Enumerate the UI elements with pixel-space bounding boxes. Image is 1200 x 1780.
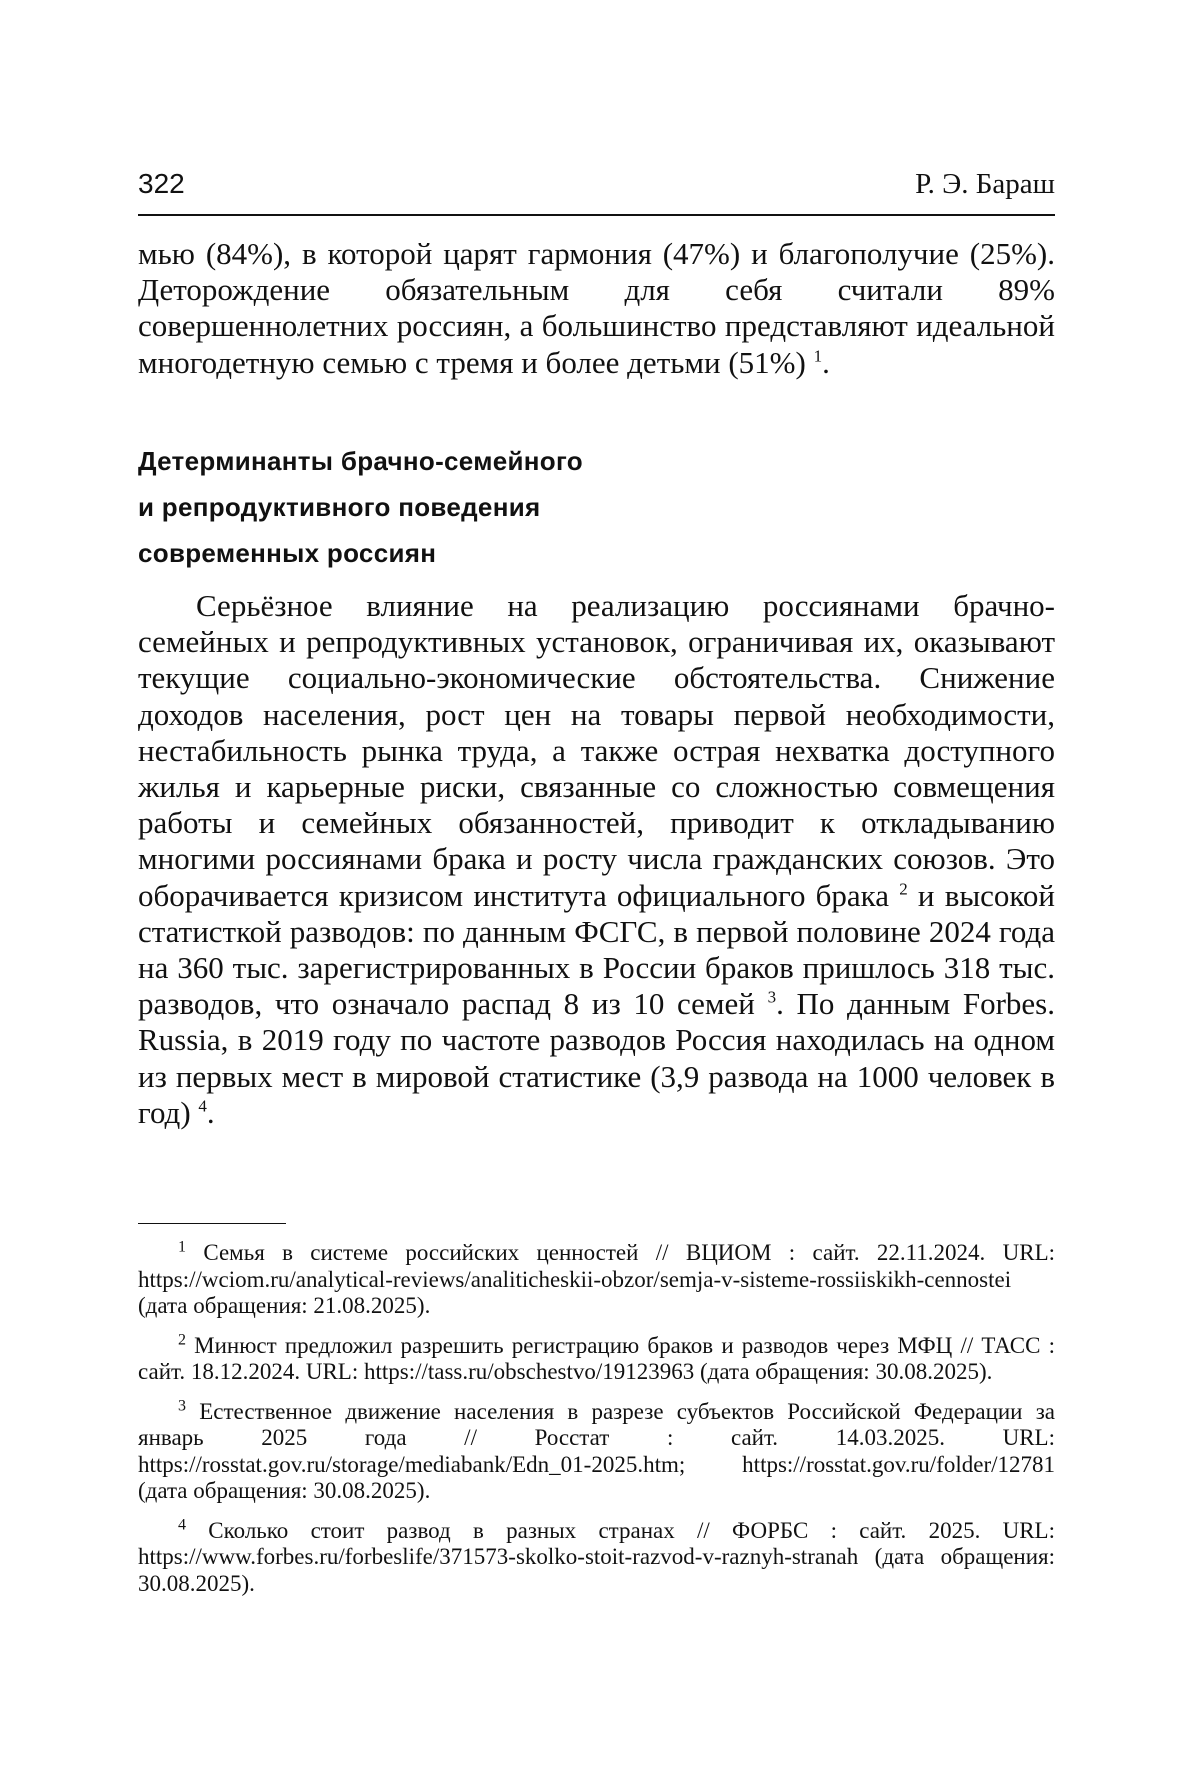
section-heading-line-2: и репродуктивного поведения [138, 492, 541, 522]
footnote-1 [138, 1240, 1055, 1320]
section-heading-line-3: современных россиян [138, 538, 437, 568]
footnote-ref-1[interactable]: 1 [813, 346, 823, 366]
footnote-3 [138, 1396, 1056, 1505]
intro-paragraph [138, 236, 1055, 381]
section-heading [138, 438, 1055, 576]
footnote-ref-3[interactable]: 3 [767, 987, 777, 1007]
book-page [138, 0, 1055, 1780]
footnote-text: Минюст предложил разрешить регистрацию браков и разводов через МФЦ // ТАСС : сайт. 18.12.2024. URL: https://tass.ru/obschestvo/19123963 (дата обращения: 30.08.2025). [138, 1332, 1055, 1384]
footnote-separator [138, 1223, 286, 1224]
main-paragraph [138, 588, 1055, 1131]
footnotes [138, 1240, 1055, 1610]
header-rule [138, 214, 1055, 216]
footnote-number: 1 [178, 1238, 186, 1256]
main-text-part-4: . [206, 1094, 215, 1130]
footnote-4 [138, 1515, 1056, 1598]
footnote-text: Семья в системе российских ценностей // ВЦИОМ : сайт. 22.11.2024. URL: https://wciom.ru/analytical-reviews/analiticheskii-obzor/semja-v-sisteme-rossiiskikh-cennostei (дата обращения: 21.08.2025). [138, 1240, 1056, 1318]
footnote-text: Сколько стоит развод в разных странах // ФОРБС : сайт. 2025. URL: https://www.forbes.ru/forbeslife/371573-skolko-stoit-razvod-v-raznyh-stranah (дата обращения: 30.08.2025). [138, 1517, 1056, 1596]
running-header [138, 168, 1055, 208]
footnote-2 [138, 1330, 1055, 1386]
main-text-part-2: и высокой статисткой разводов: по данным ФСГС, в первой половине 2024 года на 360 тыс. зарегистрированных в России браков пришлось 318 тыс. разводов, что означало распад 8 из 10 семей [138, 877, 1055, 1022]
footnote-number: 4 [178, 1515, 186, 1533]
running-head-author: Р. Э. Бараш [915, 168, 1055, 200]
footnote-ref-4[interactable]: 4 [198, 1096, 207, 1116]
main-text-part-1: Серьёзное влияние на реализацию россиянами брачно-семейных и репродуктивных установок, ограничивая их, оказывают текущие социально-экономические обстоятельства. Снижение доходов населения, рост цен на товары первой необходимости, нестабильность рынка труда, а также острая нехватка доступного жилья и карьерные риски, связанные со сложностью совмещения работы и семейных обязанностей, приводит к откладыванию многими россиянами брака и росту числа гражданских союзов. Это оборачивается кризисом института официального брака [138, 588, 1055, 913]
main-text-part-3: . По данным Forbes. Russia, в 2019 году по частоте разводов Россия находилась на одном из первых мест в мировой статистике (3,9 развода на 1000 человек в год) [138, 986, 1055, 1130]
intro-end: . [822, 344, 830, 380]
footnote-number: 3 [178, 1396, 186, 1414]
page-number: 322 [138, 168, 185, 199]
footnote-text: Естественное движение населения в разрезе субъектов Российской Федерации за январь 2025 года // Росстат : сайт. 14.03.2025. URL: https://rosstat.gov.ru/storage/mediabank/Edn_01-2025.htm; https://rosstat.gov.ru/folder/12781 (дата обращения: 30.08.2025). [138, 1398, 1056, 1503]
footnote-ref-2[interactable]: 2 [899, 879, 908, 899]
footnote-number: 2 [178, 1330, 186, 1348]
section-heading-line-1: Детерминанты брачно-семейного [138, 446, 583, 476]
intro-text: мью (84%), в которой царят гармония (47%) и благополучие (25%). Деторождение обязательным для себя считали 89% совершеннолетних россиян, а большинство представляют идеальной многодетную семью с тремя и более детьми (51%) [138, 236, 1055, 380]
